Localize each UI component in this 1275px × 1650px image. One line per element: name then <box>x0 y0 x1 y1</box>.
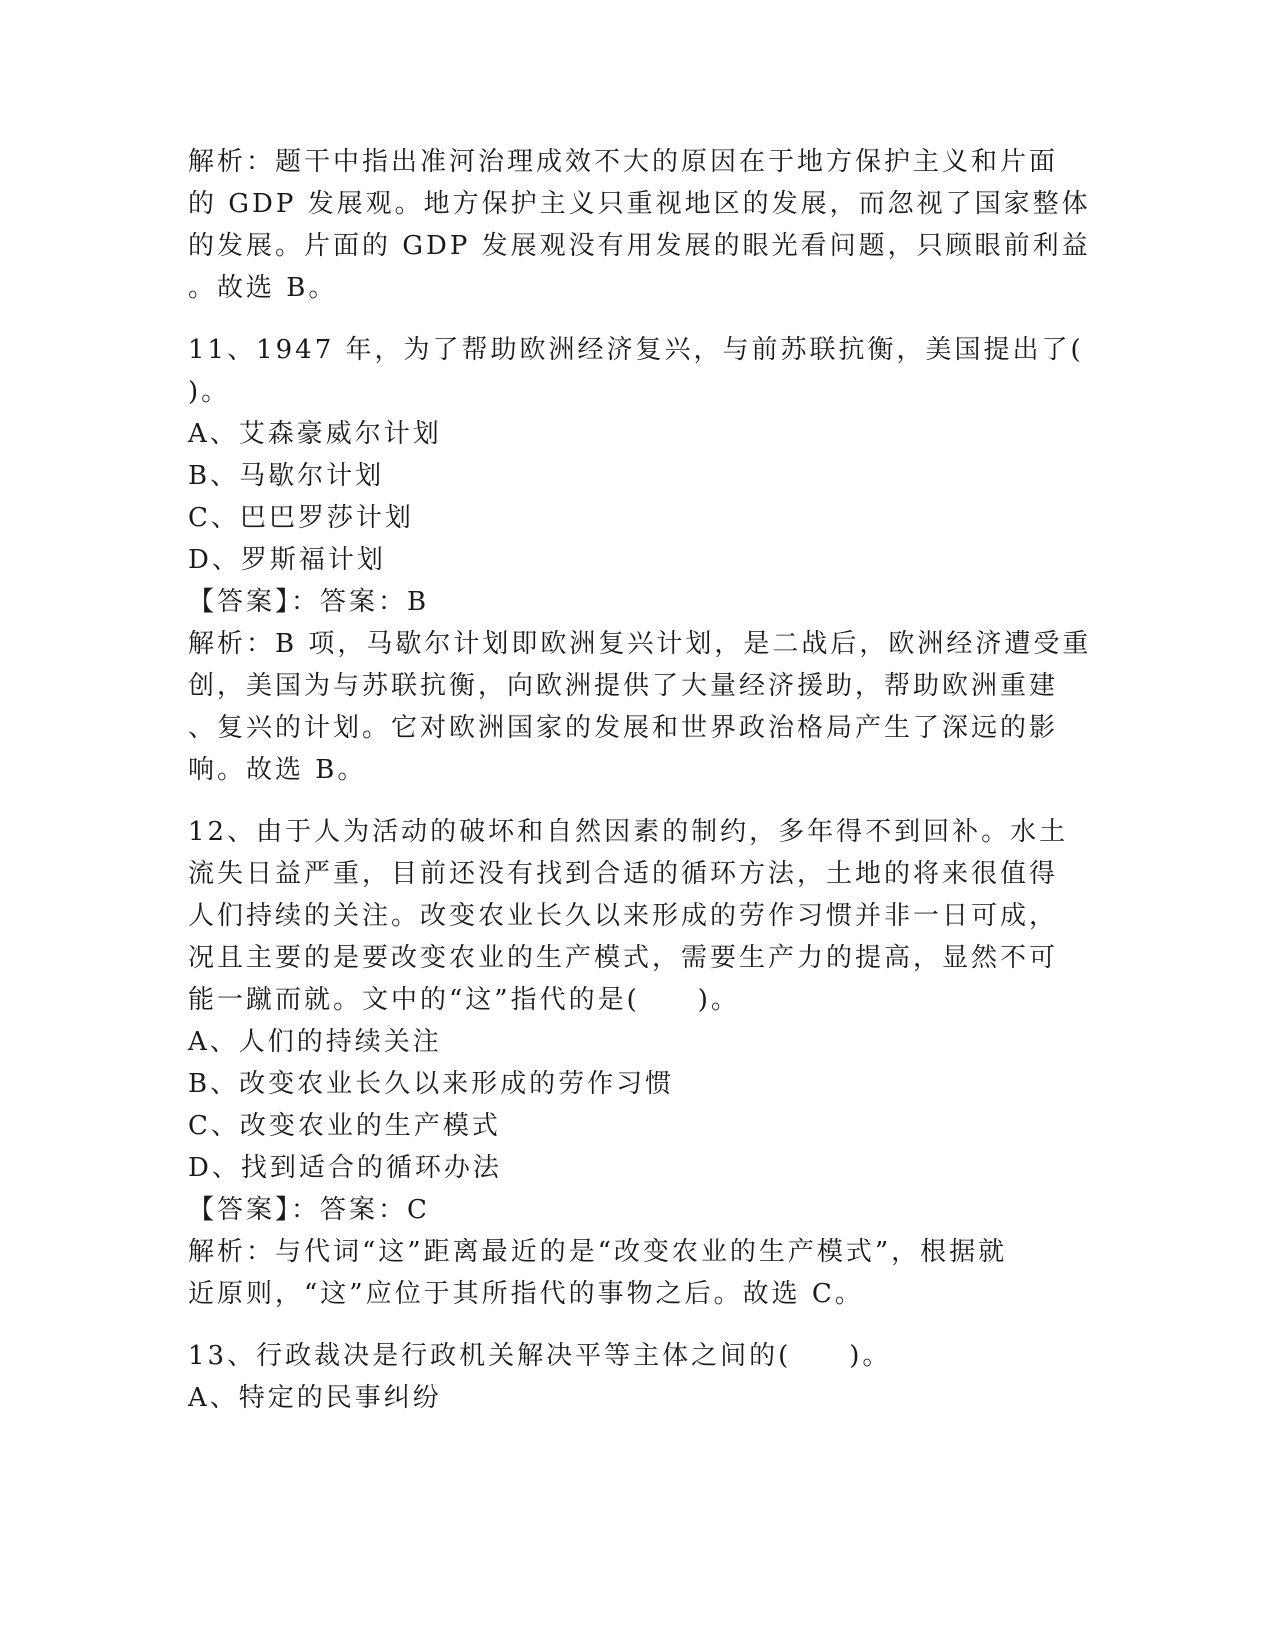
q10-analysis-line: 的发展。片面的 GDP 发展观没有用发展的眼光看问题，只顾眼前利益 <box>188 231 1091 261</box>
q12-stem-line: 12、由于人为活动的破坏和自然因素的制约，多年得不到回补。水土 <box>188 817 1069 847</box>
q11-option-c: C、巴巴罗莎计划 <box>188 503 414 533</box>
q11-analysis-line: 响。故选 B。 <box>188 755 367 785</box>
q11-option-b: B、马歇尔计划 <box>188 461 385 491</box>
q10-analysis-line: 。故选 B。 <box>188 273 338 303</box>
q12-stem-line: 能一蹴而就。文中的“这”指代的是( )。 <box>188 985 740 1015</box>
q11-analysis-line: 解析：B 项，马歇尔计划即欧洲复兴计划，是二战后，欧洲经济遭受重 <box>188 629 1092 659</box>
q11-option-d: D、罗斯福计划 <box>188 545 386 575</box>
q12-stem-line: 流失日益严重，目前还没有找到合适的循环方法，土地的将来很值得 <box>188 859 1059 889</box>
q11-analysis-line: 、复兴的计划。它对欧洲国家的发展和世界政治格局产生了深远的影 <box>188 713 1059 743</box>
q11-answer: 【答案】：答案：B <box>188 587 430 617</box>
q12-analysis-line: 近原则，“这”应位于其所指代的事物之后。故选 C。 <box>188 1279 864 1309</box>
q13-stem-line: 13、行政裁决是行政机关解决平等主体之间的( )。 <box>188 1341 892 1371</box>
q10-analysis-line: 解析：题干中指出准河治理成效不大的原因在于地方保护主义和片面 <box>188 147 1059 177</box>
q11-option-a: A、艾森豪威尔计划 <box>188 419 442 449</box>
q13-option-a: A、特定的民事纠纷 <box>188 1383 442 1413</box>
q12-stem-line: 人们持续的关注。改变农业长久以来形成的劳作习惯并非一日可成， <box>188 901 1059 931</box>
q10-analysis-line: 的 GDP 发展观。地方保护主义只重视地区的发展，而忽视了国家整体 <box>188 189 1091 219</box>
q11-stem-line: )。 <box>188 377 231 407</box>
q12-option-d: D、找到适合的循环办法 <box>188 1153 502 1183</box>
q12-option-b: B、改变农业长久以来形成的劳作习惯 <box>188 1069 675 1099</box>
q12-option-a: A、人们的持续关注 <box>188 1027 442 1057</box>
q11-analysis-line: 创，美国为与苏联抗衡，向欧洲提供了大量经济援助，帮助欧洲重建 <box>188 671 1059 701</box>
q11-stem-line: 11、1947 年，为了帮助欧洲经济复兴，与前苏联抗衡，美国提出了( <box>188 335 1084 365</box>
q12-answer: 【答案】：答案：C <box>188 1195 430 1225</box>
q12-option-c: C、改变农业的生产模式 <box>188 1111 501 1141</box>
q12-stem-line: 况且主要的是要改变农业的生产模式，需要生产力的提高，显然不可 <box>188 943 1059 973</box>
q12-analysis-line: 解析：与代词“这”距离最近的是“改变农业的生产模式”，根据就 <box>188 1237 1008 1267</box>
